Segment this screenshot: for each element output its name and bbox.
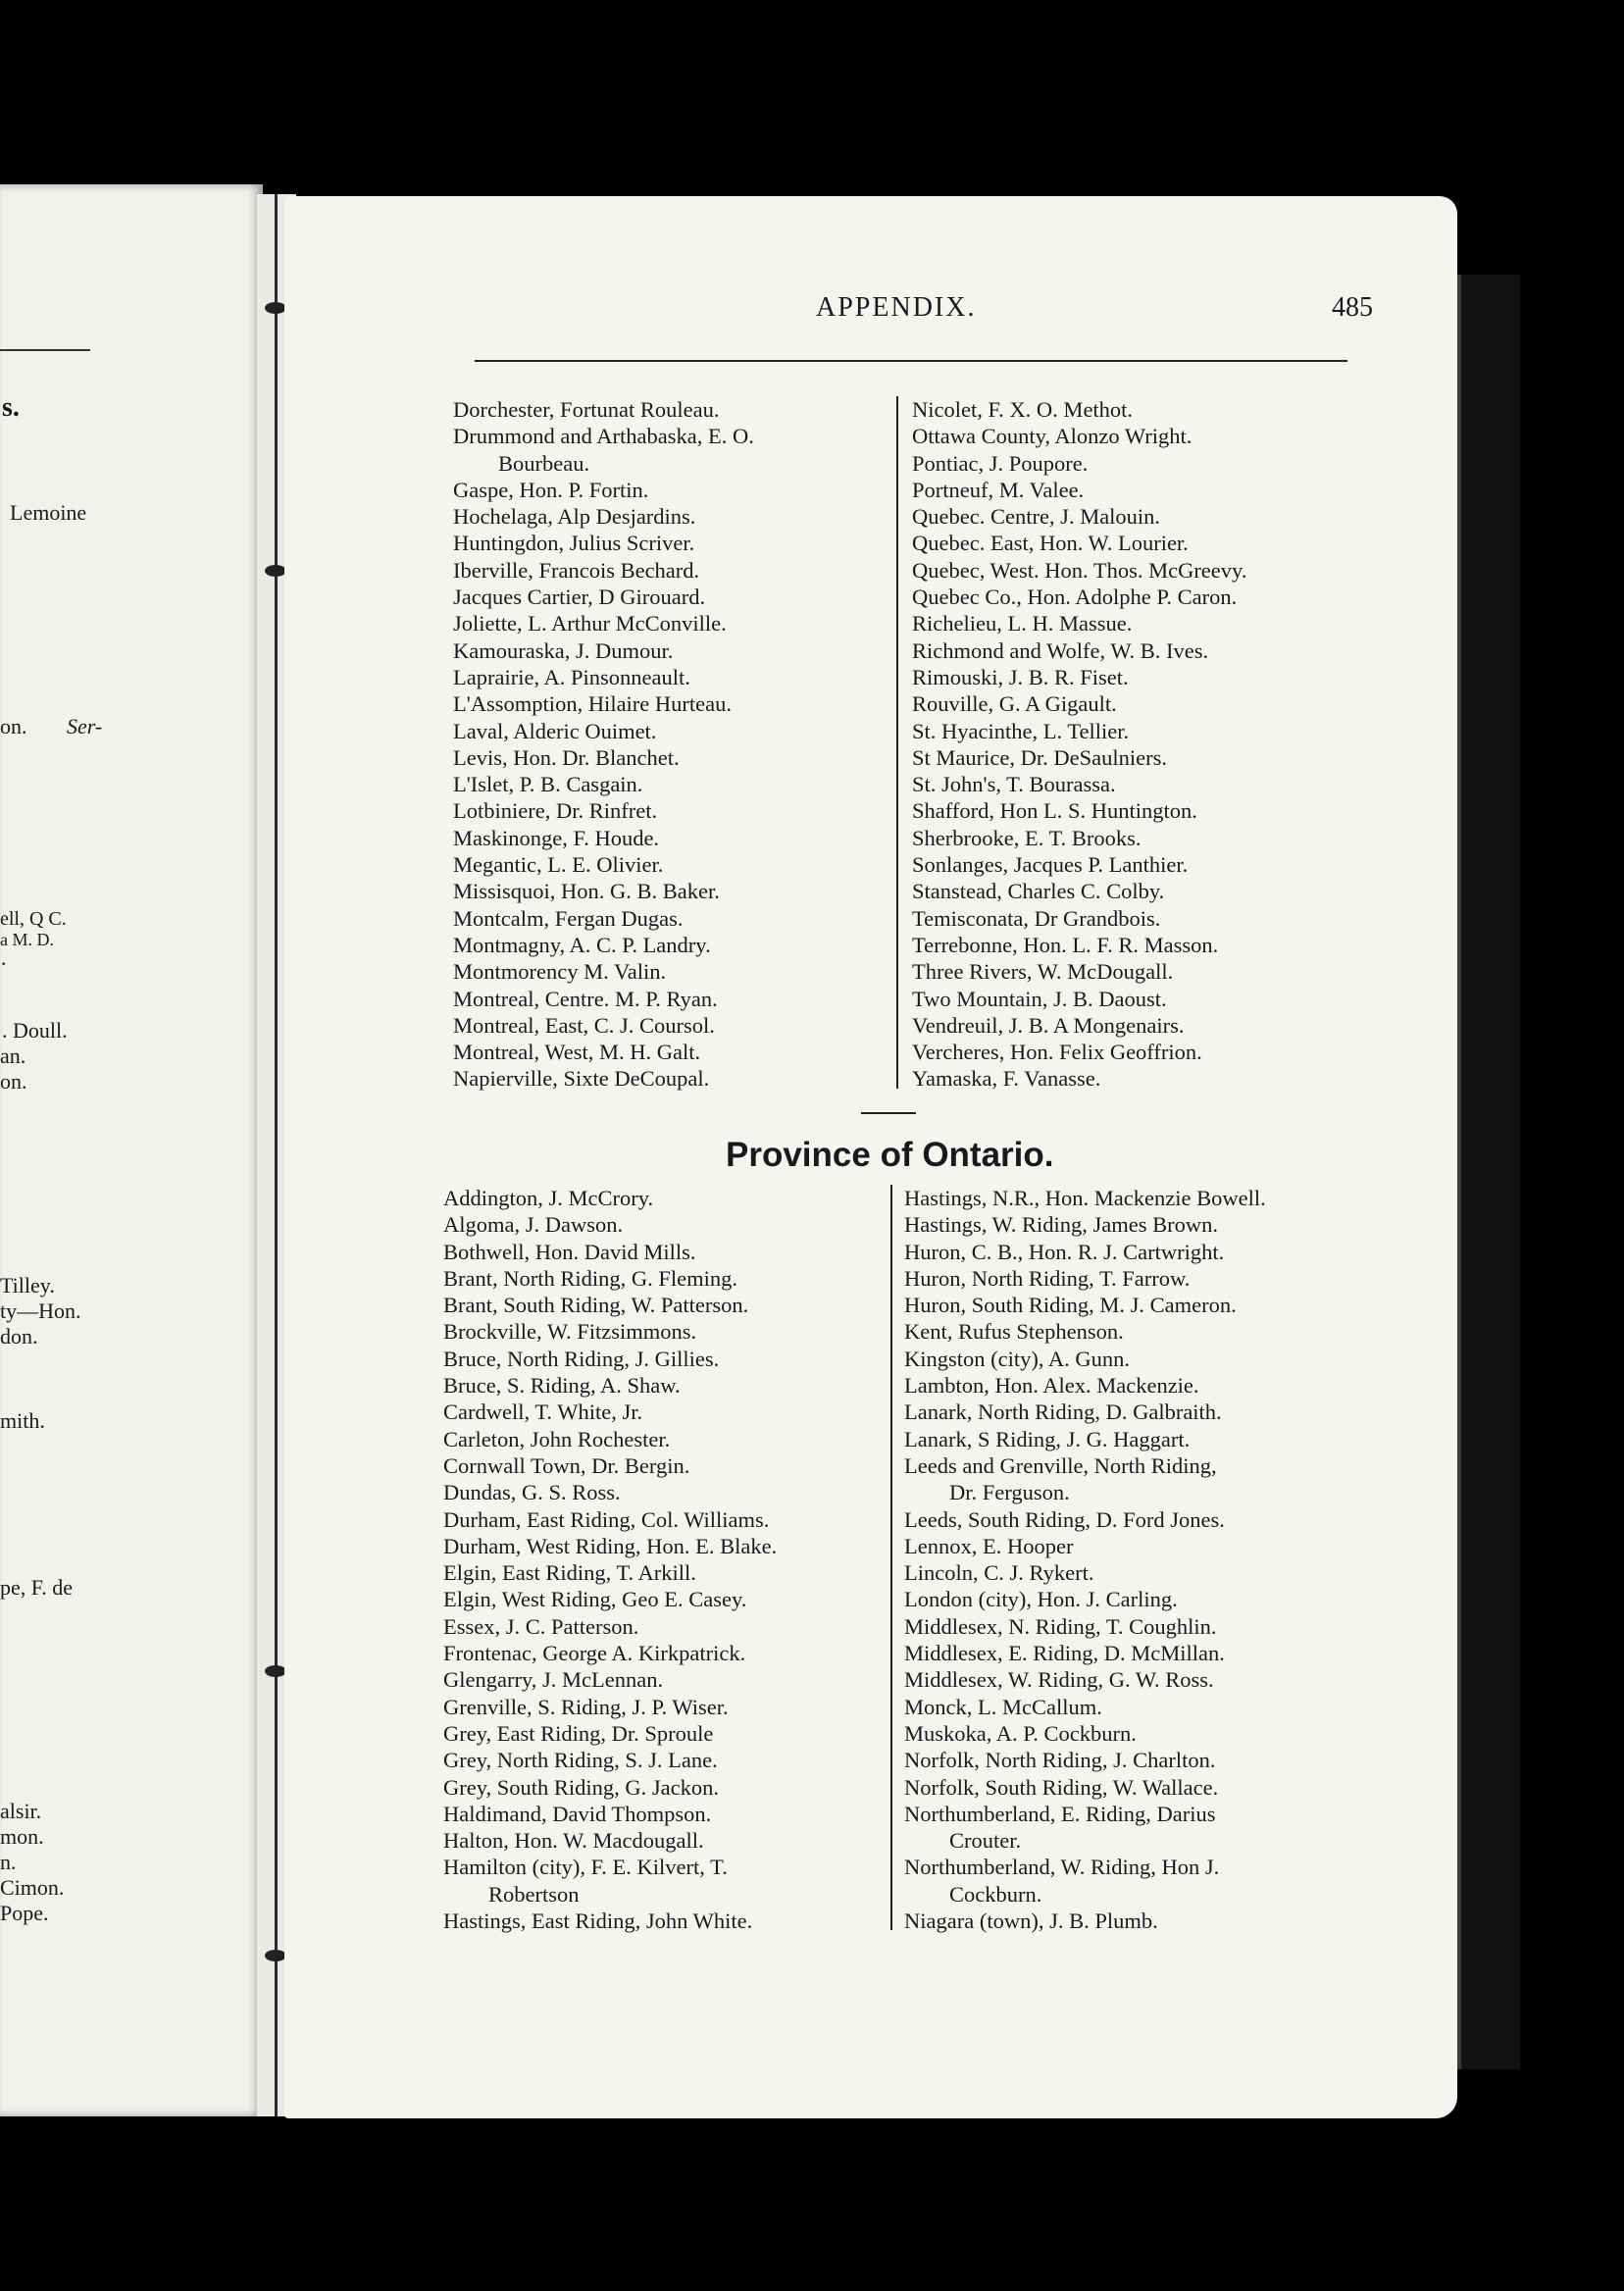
member-entry-continuation: Cockburn. xyxy=(949,1881,1042,1907)
member-entry: Monck, L. McCallum. xyxy=(904,1694,1102,1719)
member-entry: Rouville, G. A Gigault. xyxy=(912,691,1117,717)
member-entry: Kingston (city), A. Gunn. xyxy=(904,1346,1130,1371)
member-entry: Iberville, Francois Bechard. xyxy=(453,557,700,583)
member-entry: L'Assomption, Hilaire Hurteau. xyxy=(453,691,732,717)
stitch-knot xyxy=(265,565,286,577)
member-entry: Hamilton (city), F. E. Kilvert, T. xyxy=(443,1855,728,1880)
member-entry: Durham, West Riding, Hon. E. Blake. xyxy=(443,1533,778,1558)
left-fragment: don. xyxy=(0,1324,38,1349)
member-entry: Megantic, L. E. Olivier. xyxy=(453,852,664,878)
left-fragment: mith. xyxy=(0,1408,45,1433)
member-entry: Norfolk, North Riding, J. Charlton. xyxy=(904,1748,1216,1773)
member-entry: Grenville, S. Riding, J. P. Wiser. xyxy=(443,1694,729,1719)
member-entry: Leeds, South Riding, D. Ford Jones. xyxy=(904,1506,1225,1532)
member-entry: Pontiac, J. Poupore. xyxy=(912,450,1089,476)
binding-cord xyxy=(275,194,278,2116)
member-entry: Cardwell, T. White, Jr. xyxy=(443,1400,643,1425)
member-entry: Grey, East Riding, Dr. Sproule xyxy=(443,1720,714,1746)
member-entry: Bothwell, Hon. David Mills. xyxy=(443,1239,696,1264)
member-entry: Missisquoi, Hon. G. B. Baker. xyxy=(453,879,720,904)
member-entry: Addington, J. McCrory. xyxy=(443,1186,654,1210)
member-entry: Huron, South Riding, M. J. Cameron. xyxy=(904,1293,1237,1318)
left-fragment: s. xyxy=(2,392,20,423)
member-entry: Laprairie, A. Pinsonneault. xyxy=(453,664,690,689)
section-title: Province of Ontario. xyxy=(726,1136,1054,1174)
member-entry: Montreal, Centre. M. P. Ryan. xyxy=(453,986,718,1011)
member-entry: Lotbiniere, Dr. Rinfret. xyxy=(453,798,658,824)
member-entry: Grey, North Riding, S. J. Lane. xyxy=(443,1748,718,1773)
member-entry: Carleton, John Rochester. xyxy=(443,1426,671,1451)
member-entry: Richmond and Wolfe, W. B. Ives. xyxy=(912,637,1209,663)
left-fragment: Tilley. xyxy=(0,1273,55,1298)
member-entry: Essex, J. C. Patterson. xyxy=(443,1613,639,1639)
member-entry: Brant, North Riding, G. Fleming. xyxy=(443,1265,737,1291)
member-entry: Sonlanges, Jacques P. Lanthier. xyxy=(912,852,1189,878)
member-entry: Two Mountain, J. B. Daoust. xyxy=(912,986,1167,1011)
member-entry: Niagara (town), J. B. Plumb. xyxy=(904,1909,1158,1934)
member-entry: Grey, South Riding, G. Jackon. xyxy=(443,1774,720,1800)
member-entry: Sherbrooke, E. T. Brooks. xyxy=(912,825,1142,850)
member-entry: Quebec. East, Hon. W. Lourier. xyxy=(912,531,1189,556)
member-entry: Lanark, North Riding, D. Galbraith. xyxy=(904,1400,1222,1425)
member-entry: Algoma, J. Dawson. xyxy=(443,1212,624,1238)
member-entry: Quebec Co., Hon. Adolphe P. Caron. xyxy=(912,585,1238,610)
header-rule xyxy=(475,360,1347,362)
member-entry: St. Hyacinthe, L. Tellier. xyxy=(912,718,1130,743)
member-entry: Kent, Rufus Stephenson. xyxy=(904,1319,1124,1345)
member-entry: Muskoka, A. P. Cockburn. xyxy=(904,1720,1137,1746)
quebec-left-column xyxy=(453,396,892,1093)
member-entry: Cornwall Town, Dr. Bergin. xyxy=(443,1452,690,1478)
member-entry: Montcalm, Fergan Dugas. xyxy=(453,905,684,931)
stitch-knot xyxy=(265,1665,286,1677)
member-entry: Kamouraska, J. Dumour. xyxy=(453,637,674,663)
member-entry: Northumberland, E. Riding, Darius xyxy=(904,1801,1216,1826)
member-entry: Montmagny, A. C. P. Landry. xyxy=(453,932,711,957)
member-entry: Elgin, West Riding, Geo E. Casey. xyxy=(443,1587,747,1612)
left-fragment: Cimon. xyxy=(0,1875,65,1900)
left-fragment: pe, F. de xyxy=(0,1575,74,1600)
member-entry: Middlesex, E. Riding, D. McMillan. xyxy=(904,1641,1225,1666)
member-entry-continuation: Bourbeau. xyxy=(498,450,590,476)
member-entry: Hochelaga, Alp Desjardins. xyxy=(453,504,696,530)
member-entry: Quebec, West. Hon. Thos. McGreevy. xyxy=(912,557,1247,583)
member-entry: Bruce, S. Riding, A. Shaw. xyxy=(443,1373,681,1399)
member-entry: Gaspe, Hon. P. Fortin. xyxy=(453,477,649,502)
member-entry: Three Rivers, W. McDougall. xyxy=(912,959,1174,985)
left-fragment: a M. D. xyxy=(0,930,54,949)
member-entry: Vendreuil, J. B. A Mongenairs. xyxy=(912,1012,1185,1038)
left-fragment: · xyxy=(0,951,8,976)
ontario-left-column xyxy=(443,1185,887,1934)
member-entry: St. John's, T. Bourassa. xyxy=(912,772,1116,797)
stitch-knot xyxy=(265,302,286,314)
member-entry: Quebec. Centre, J. Malouin. xyxy=(912,504,1161,530)
running-head: APPENDIX. xyxy=(816,292,977,323)
member-entry: Napierville, Sixte DeCoupal. xyxy=(453,1066,710,1092)
member-entry: Glengarry, J. McLennan. xyxy=(443,1667,664,1693)
member-entry: Haldimand, David Thompson. xyxy=(443,1801,712,1826)
member-entry: Maskinonge, F. Houde. xyxy=(453,825,660,850)
member-entry: Huntingdon, Julius Scriver. xyxy=(453,531,695,556)
member-entry: Elgin, East Riding, T. Arkill. xyxy=(443,1560,696,1586)
member-entry: Huron, North Riding, T. Farrow. xyxy=(904,1265,1191,1291)
ontario-right-column xyxy=(904,1185,1365,1934)
member-entry: Middlesex, N. Riding, T. Coughlin. xyxy=(904,1613,1217,1639)
quebec-right-column xyxy=(912,396,1383,1093)
member-entry: Lennox, E. Hooper xyxy=(904,1533,1074,1558)
member-entry: Nicolet, F. X. O. Methot. xyxy=(912,397,1134,422)
member-entry: Leeds and Grenville, North Riding, xyxy=(904,1452,1217,1478)
left-fragment: alsir. xyxy=(0,1799,42,1823)
member-entry: Lanark, S Riding, J. G. Haggart. xyxy=(904,1426,1191,1451)
stitch-knot xyxy=(265,1950,286,1961)
member-entry: Yamaska, F. Vanasse. xyxy=(912,1066,1101,1092)
member-entry: Jacques Cartier, D Girouard. xyxy=(453,585,706,610)
member-entry: Shafford, Hon L. S. Huntington. xyxy=(912,798,1197,824)
left-fragment: an. xyxy=(0,1044,26,1068)
member-entry: Brant, South Riding, W. Patterson. xyxy=(443,1293,749,1318)
member-entry: Huron, C. B., Hon. R. J. Cartwright. xyxy=(904,1239,1225,1264)
left-fragment: Pope. xyxy=(0,1901,49,1925)
member-entry: Portneuf, M. Valee. xyxy=(912,477,1085,502)
member-entry: Dundas, G. S. Ross. xyxy=(443,1480,621,1505)
member-entry: Terrebonne, Hon. L. F. R. Masson. xyxy=(912,932,1219,957)
left-fragment: on. xyxy=(0,714,27,738)
left-page-fragment xyxy=(0,184,263,2116)
member-entry: Richelieu, L. H. Massue. xyxy=(912,611,1133,636)
member-entry: Lambton, Hon. Alex. Mackenzie. xyxy=(904,1373,1199,1399)
member-entry: Middlesex, W. Riding, G. W. Ross. xyxy=(904,1667,1214,1693)
left-fragment: ell, Q C. xyxy=(0,908,67,930)
left-fragment: . Doull. xyxy=(2,1018,68,1043)
left-fragment: on. xyxy=(0,1069,27,1094)
member-entry: Bruce, North Riding, J. Gillies. xyxy=(443,1346,720,1371)
member-entry: Temisconata, Dr Grandbois. xyxy=(912,905,1161,931)
member-entry: Lincoln, C. J. Rykert. xyxy=(904,1560,1094,1586)
left-fragment: mon. xyxy=(0,1824,44,1849)
member-entry: St Maurice, Dr. DeSaulniers. xyxy=(912,744,1167,770)
column-divider xyxy=(896,396,898,1089)
member-entry: London (city), Hon. J. Carling. xyxy=(904,1587,1178,1612)
member-entry: Dorchester, Fortunat Rouleau. xyxy=(453,397,720,422)
left-fragment: Ser- xyxy=(67,714,103,738)
member-entry: Stanstead, Charles C. Colby. xyxy=(912,879,1165,904)
member-entry: Montreal, West, M. H. Galt. xyxy=(453,1040,701,1065)
left-page-rule xyxy=(0,349,90,351)
member-entry: Ottawa County, Alonzo Wright. xyxy=(912,424,1193,449)
member-entry-continuation: Robertson xyxy=(488,1881,580,1907)
member-entry: Montmorency M. Valin. xyxy=(453,959,667,985)
left-fragment: ty—Hon. xyxy=(0,1298,81,1323)
member-entry: Hastings, W. Riding, James Brown. xyxy=(904,1212,1219,1238)
section-rule xyxy=(861,1112,916,1114)
member-entry: Laval, Alderic Ouimet. xyxy=(453,718,657,743)
member-entry: Joliette, L. Arthur McConville. xyxy=(453,611,727,636)
member-entry: Drummond and Arthabaska, E. O. xyxy=(453,424,754,449)
member-entry: Hastings, East Riding, John White. xyxy=(443,1909,753,1934)
member-entry: L'Islet, P. B. Casgain. xyxy=(453,772,643,797)
member-entry: Brockville, W. Fitzsimmons. xyxy=(443,1319,697,1345)
page-edge-shadow xyxy=(1457,275,1520,2069)
member-entry: Vercheres, Hon. Felix Geoffrion. xyxy=(912,1040,1202,1065)
left-fragment: n. xyxy=(0,1850,17,1874)
member-entry: Montreal, East, C. J. Coursol. xyxy=(453,1012,715,1038)
member-entry: Rimouski, J. B. R. Fiset. xyxy=(912,664,1129,689)
member-entry: Hastings, N.R., Hon. Mackenzie Bowell. xyxy=(904,1186,1266,1210)
left-fragment: Lemoine xyxy=(10,500,87,525)
column-divider xyxy=(890,1185,892,1930)
member-entry-continuation: Dr. Ferguson. xyxy=(949,1480,1070,1505)
page-number: 485 xyxy=(1332,292,1373,323)
member-entry: Norfolk, South Riding, W. Wallace. xyxy=(904,1774,1219,1800)
member-entry: Levis, Hon. Dr. Blanchet. xyxy=(453,744,680,770)
member-entry: Frontenac, George A. Kirkpatrick. xyxy=(443,1641,746,1666)
member-entry: Northumberland, W. Riding, Hon J. xyxy=(904,1855,1220,1880)
member-entry-continuation: Crouter. xyxy=(949,1828,1022,1854)
member-entry: Halton, Hon. W. Macdougall. xyxy=(443,1828,704,1854)
member-entry: Durham, East Riding, Col. Williams. xyxy=(443,1506,770,1532)
page-header xyxy=(530,292,1373,331)
